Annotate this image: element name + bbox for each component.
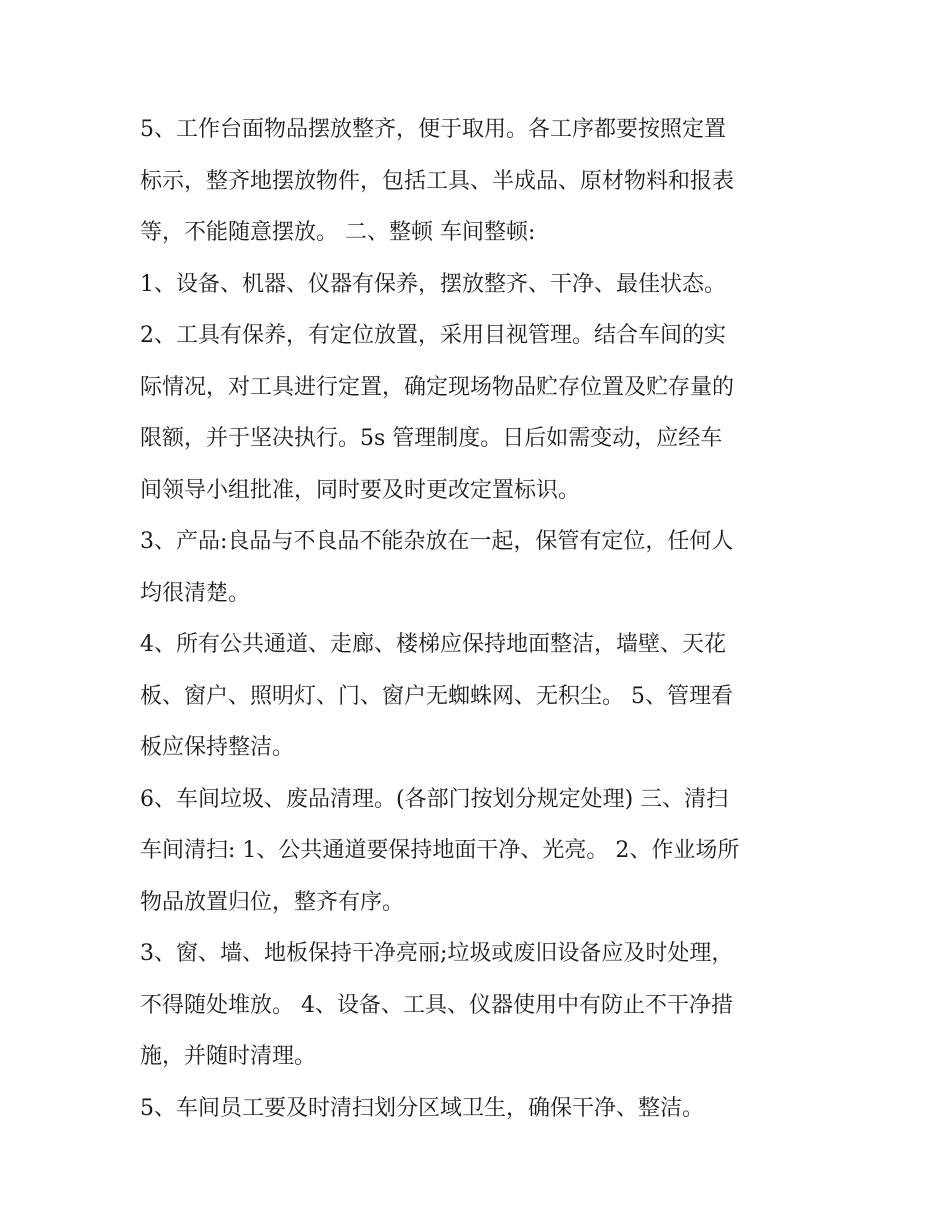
text-line: 均很清楚。 (140, 580, 251, 606)
text-line: 物品放置归位，整齐有序。 (140, 889, 405, 915)
text-line: 4、所有公共通道、走廊、楼梯应保持地面整洁，墙壁、天花 (140, 632, 726, 657)
text-line: 等，不能随意摆放。 二、整顿 车间整顿: (140, 220, 536, 245)
text-line: 3、窗、墙、地板保持干净亮丽;垃圾或废旧设备应及时处理， (140, 941, 734, 966)
text-line: 5、车间员工要及时清扫划分区域卫生，确保干净、整洁。 (140, 1095, 704, 1121)
text-line: 间领导小组批准，同时要及时更改定置标识。 (140, 477, 581, 503)
text-line: 5、工作台面物品摆放整齐，便于取用。各工序都要按照定置 (140, 117, 726, 142)
text-line: 车间清扫: 1、公共通道要保持地面干净、光亮。 2、作业场所 (140, 838, 740, 863)
text-line: 际情况，对工具进行定置，确定现场物品贮存位置及贮存量的 (140, 374, 735, 400)
text-line: 限额，并于坚决执行。5s 管理制度。日后如需变动，应经车 (140, 426, 723, 451)
text-line: 2、工具有保养，有定位放置，采用目视管理。结合车间的实 (140, 323, 726, 348)
text-line: 1、设备、机器、仪器有保养，摆放整齐、干净、最佳状态。 (140, 271, 726, 297)
text-line: 不得随处堆放。 4、设备、工具、仪器使用中有防止不干净措 (140, 992, 733, 1018)
text-line: 板、窗户、照明灯、门、窗户无蜘蛛网、无积尘。 5、管理看 (140, 683, 733, 709)
text-line: 施，并随时清理。 (140, 1044, 317, 1069)
text-line: 板应保持整洁。 (140, 735, 295, 760)
text-line: 标示，整齐地摆放物件，包括工具、半成品、原材物料和报表 (140, 168, 735, 194)
document-body (140, 104, 820, 1134)
text-line: 3、产品:良品与不良品不能杂放在一起，保管有定位，任何人 (140, 529, 734, 554)
text-line: 6、车间垃圾、废品清理。(各部门按划分规定处理) 三、清扫 (140, 786, 729, 812)
